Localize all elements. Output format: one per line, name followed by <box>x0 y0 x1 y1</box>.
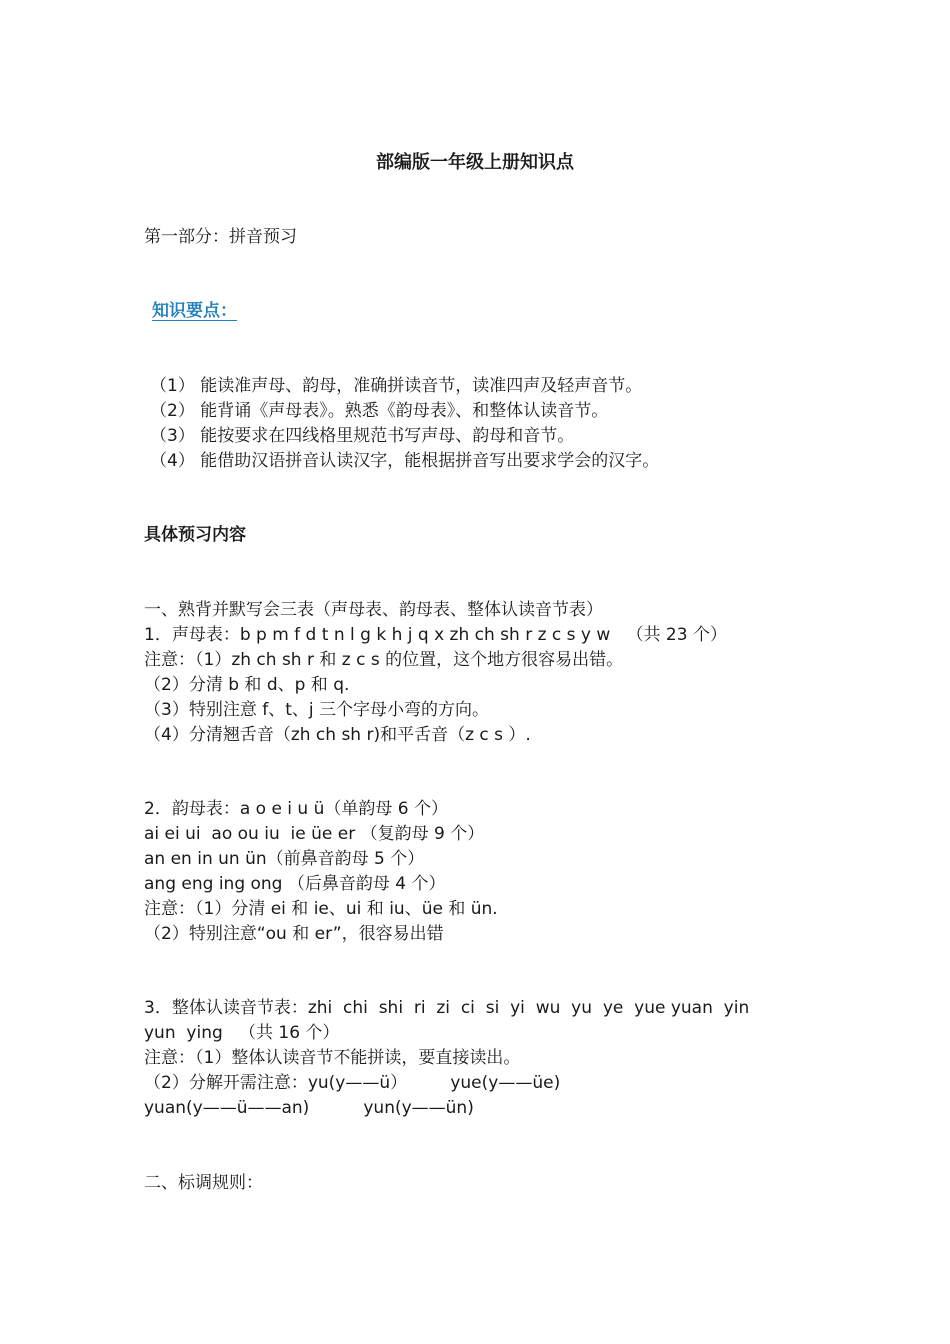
key-point-item: （4） 能借助汉语拼音认读汉字，能根据拼音写出要求学会的汉字。 <box>150 451 660 471</box>
key-point-item: （3） 能按要求在四线格里规范书写声母、韵母和音节。 <box>150 426 575 446</box>
key-point-item: （2） 能背诵《声母表》。熟悉《韵母表》、和整体认读音节。 <box>150 401 609 421</box>
key-points-heading: 知识要点： <box>152 301 237 321</box>
content-heading: 具体预习内容 <box>144 525 246 545</box>
finals-line: 2．韵母表：a o e i u ü（单韵母 6 个） <box>144 799 449 819</box>
syllables-line: 3．整体认读音节表：zhi chi shi ri zi ci si yi wu yu ye yue yuan yin <box>144 998 750 1018</box>
syllables-note: 注意：（1）整体认读音节不能拼读，要直接读出。 <box>144 1048 521 1068</box>
initials-note: （3）特别注意 f、t、j 三个字母小弯的方向。 <box>144 700 489 720</box>
finals-line: ai ei ui ao ou iu ie üe er （复韵母 9 个） <box>144 824 485 844</box>
key-point-item: （1） 能读准声母、韵母，准确拼读音节，读准四声及轻声音节。 <box>150 376 643 396</box>
finals-note: （2）特别注意“ou 和 er”，很容易出错 <box>144 924 444 944</box>
initials-table-line: 1．声母表：b p m f d t n l g k h j q x zh ch sh r z c s y w （共 23 个） <box>144 625 727 645</box>
page-title: 部编版一年级上册知识点 <box>376 152 574 173</box>
section2-heading: 二、标调规则： <box>144 1173 263 1193</box>
finals-note: 注意：（1）分清 ei 和 ie、ui 和 iu、üe 和 ün. <box>144 899 498 919</box>
syllables-note: （2）分解开需注意：yu(y——ü） yue(y——üe) <box>144 1073 561 1093</box>
syllables-line: yun ying （共 16 个） <box>144 1023 340 1043</box>
initials-note: （4）分清翘舌音（zh ch sh r)和平舌音（z c s ）. <box>144 725 531 745</box>
syllables-note: yuan(y——ü——an) yun(y——ün) <box>144 1098 474 1118</box>
initials-note: 注意：（1）zh ch sh r 和 z c s 的位置，这个地方很容易出错。 <box>144 650 624 670</box>
part-heading: 第一部分：拼音预习 <box>144 227 297 247</box>
initials-note: （2）分清 b 和 d、p 和 q. <box>144 675 350 695</box>
finals-line: an en in un ün（前鼻音韵母 5 个） <box>144 849 425 869</box>
finals-line: ang eng ing ong （后鼻音韵母 4 个） <box>144 874 446 894</box>
section1-heading: 一、熟背并默写会三表（声母表、韵母表、整体认读音节表） <box>144 600 603 620</box>
